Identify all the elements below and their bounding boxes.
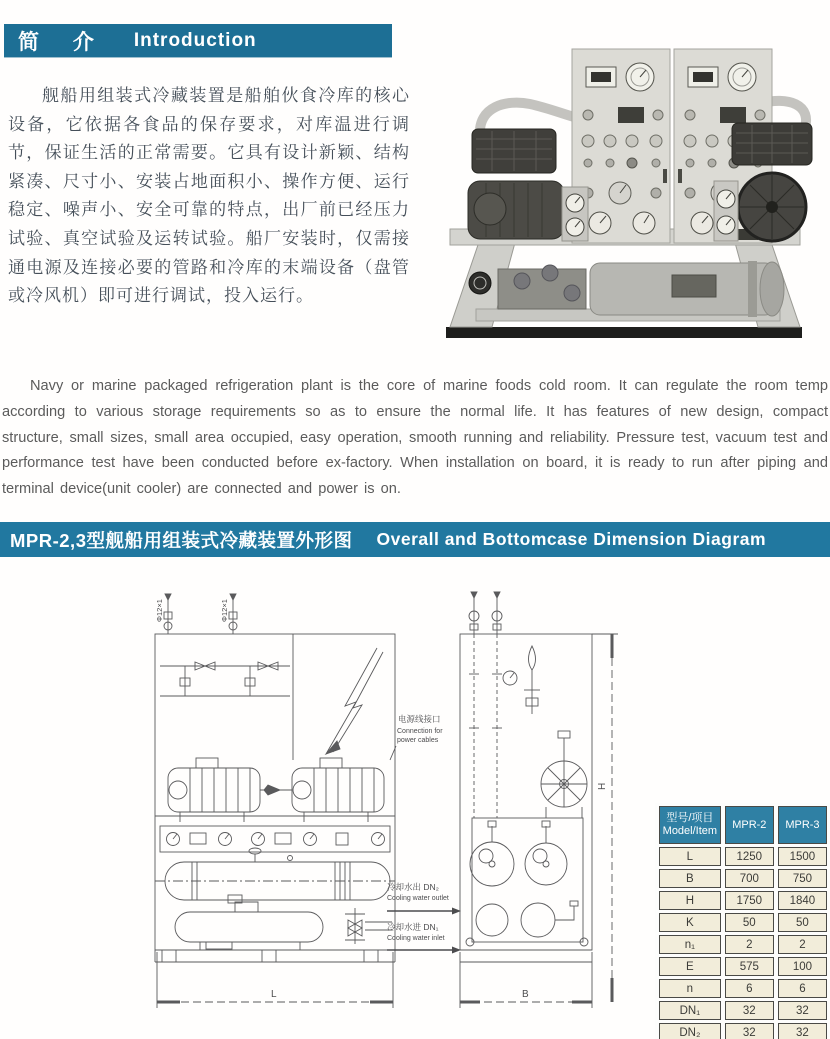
front-view-drawing: [155, 594, 395, 962]
photo-nameplate: [672, 275, 716, 297]
row-mpr3-value: 32: [778, 1001, 827, 1020]
cooling-water-outlet-label: [387, 882, 461, 915]
dim-label-H: H: [597, 782, 608, 790]
row-mpr3-value: 50: [778, 913, 827, 932]
row-mpr2-value: 2: [725, 935, 774, 954]
row-label: L: [659, 847, 721, 866]
spec-table: [655, 803, 830, 1039]
row-mpr3-value: 6: [778, 979, 827, 998]
row-mpr3-value: 100: [778, 957, 827, 976]
row-mpr2-value: 1750: [725, 891, 774, 910]
table-row: [659, 935, 827, 954]
power-label-en2: power cables: [397, 737, 439, 744]
spec-header-item-en: Model/Item: [662, 825, 718, 837]
spec-table-header-row: [659, 806, 827, 844]
photo-pressure-gauge: [469, 272, 491, 294]
row-mpr2-value: 32: [725, 1023, 774, 1039]
row-label: DN₂: [659, 1023, 721, 1039]
photo-base-rail: [446, 327, 802, 338]
table-row: [659, 847, 827, 866]
spec-header-item-zh: 型号/项目: [666, 812, 714, 824]
photo-flange-2: [542, 265, 558, 281]
photo-compressor-left: [468, 129, 588, 241]
intro-paragraph-english: Navy or marine packaged refrigeration plant is the core of marine foods cold room. It can regulate the room temp according to various storage requirements so as to ensure the normal life. It has features of new design, compact structure, small sizes, small area occupied, easy operation, smooth running and reliability. Pressure test, vacuum test and performance test have been conducted before ex-factory. When installation on board, it is ready to run after piping and terminal device(unit cooler) are connected and power is on.: [2, 378, 828, 498]
table-row: [659, 913, 827, 932]
cooling-water-inlet-label: [387, 922, 461, 954]
row-mpr3-value: 1500: [778, 847, 827, 866]
side-view-drawing: [460, 592, 592, 962]
row-mpr2-value: 50: [725, 913, 774, 932]
photo-condenser-flange: [748, 261, 757, 317]
lower-vessels-side: [476, 901, 578, 937]
table-row: [659, 1023, 827, 1039]
dimension-heading-zh: MPR-2,3型舰船用组装式冷藏装置外形图: [10, 529, 353, 551]
table-row: [659, 979, 827, 998]
row-label: K: [659, 913, 721, 932]
inlet-label-en: Cooling water inlet: [387, 935, 445, 942]
compressor-front-1: [168, 758, 260, 822]
dimension-heading-bar: [0, 522, 830, 557]
row-label: H: [659, 891, 721, 910]
dim-label-L: L: [271, 989, 277, 1000]
power-label-en1: Connection for: [397, 728, 443, 735]
row-mpr3-value: 750: [778, 869, 827, 888]
power-label-zh: 电源线接口: [398, 714, 441, 724]
row-label: B: [659, 869, 721, 888]
table-row: [659, 869, 827, 888]
outlet-label-en: Cooling water outlet: [387, 895, 449, 902]
table-row: [659, 957, 827, 976]
spec-header-mpr2: MPR-2: [725, 806, 774, 844]
row-mpr2-value: 1250: [725, 847, 774, 866]
gauge-panel: [160, 826, 390, 852]
row-mpr2-value: 32: [725, 1001, 774, 1020]
row-mpr2-value: 575: [725, 957, 774, 976]
compressor-front-2: [292, 758, 384, 822]
row-mpr2-value: 6: [725, 979, 774, 998]
outlet-label-zh: 冷却水出 DN₂: [387, 882, 439, 892]
fan-wheel: [541, 731, 587, 818]
power-connection-label: [390, 714, 443, 760]
intro-heading-en: Introduction: [133, 29, 257, 51]
lightning-icon: [326, 648, 383, 754]
water-valve-front: [345, 908, 392, 944]
table-row: [659, 891, 827, 910]
inlet-label-zh: 冷却水进 DN₁: [387, 922, 439, 932]
spec-header-mpr3: MPR-3: [778, 806, 827, 844]
compressor-side-ends: [470, 821, 567, 886]
product-photo: [420, 10, 830, 362]
dimension-diagram: [140, 578, 665, 1033]
receiver-front: [175, 895, 323, 950]
condenser-front: [155, 848, 395, 900]
photo-flange-1: [514, 273, 530, 289]
dim-label-B: B: [522, 989, 529, 1000]
intro-paragraph-chinese: 舰船用组装式冷藏装置是船舶伙食冷库的核心设备，它依据各食品的保存要求，对库温进行调节，保证生活的正常需要。它具有设计新颖、结构紧凑、尺寸小、安装占地面积小、操作方便、运行稳定、噪声小、安全可靠的特点，出厂前已经压力试验、真空试验及运转试验。船厂安装时，仅需接通电源及连接必要的管路和冷库的末端设备（盘管或冷风机）即可进行调试，投入运行。: [8, 86, 410, 306]
row-label: n: [659, 979, 721, 998]
row-mpr2-value: 700: [725, 869, 774, 888]
intro-heading-bar: [4, 24, 392, 57]
row-mpr3-value: 1840: [778, 891, 827, 910]
photo-flange-3: [564, 285, 580, 301]
row-label: DN₁: [659, 1001, 721, 1020]
intro-heading-zh: 简 介: [18, 30, 108, 54]
dimension-heading-en: Overall and Bottomcase Dimension Diagram: [376, 529, 767, 549]
table-row: [659, 1001, 827, 1020]
row-mpr3-value: 32: [778, 1023, 827, 1039]
photo-condenser-head: [760, 262, 784, 316]
row-mpr3-value: 2: [778, 935, 827, 954]
pipe-spec-label-1: Φ12×1: [155, 599, 164, 622]
row-label: n₁: [659, 935, 721, 954]
spec-header-item: [659, 806, 721, 844]
row-label: E: [659, 957, 721, 976]
pipe-spec-label-2: Φ12×1: [220, 599, 229, 622]
